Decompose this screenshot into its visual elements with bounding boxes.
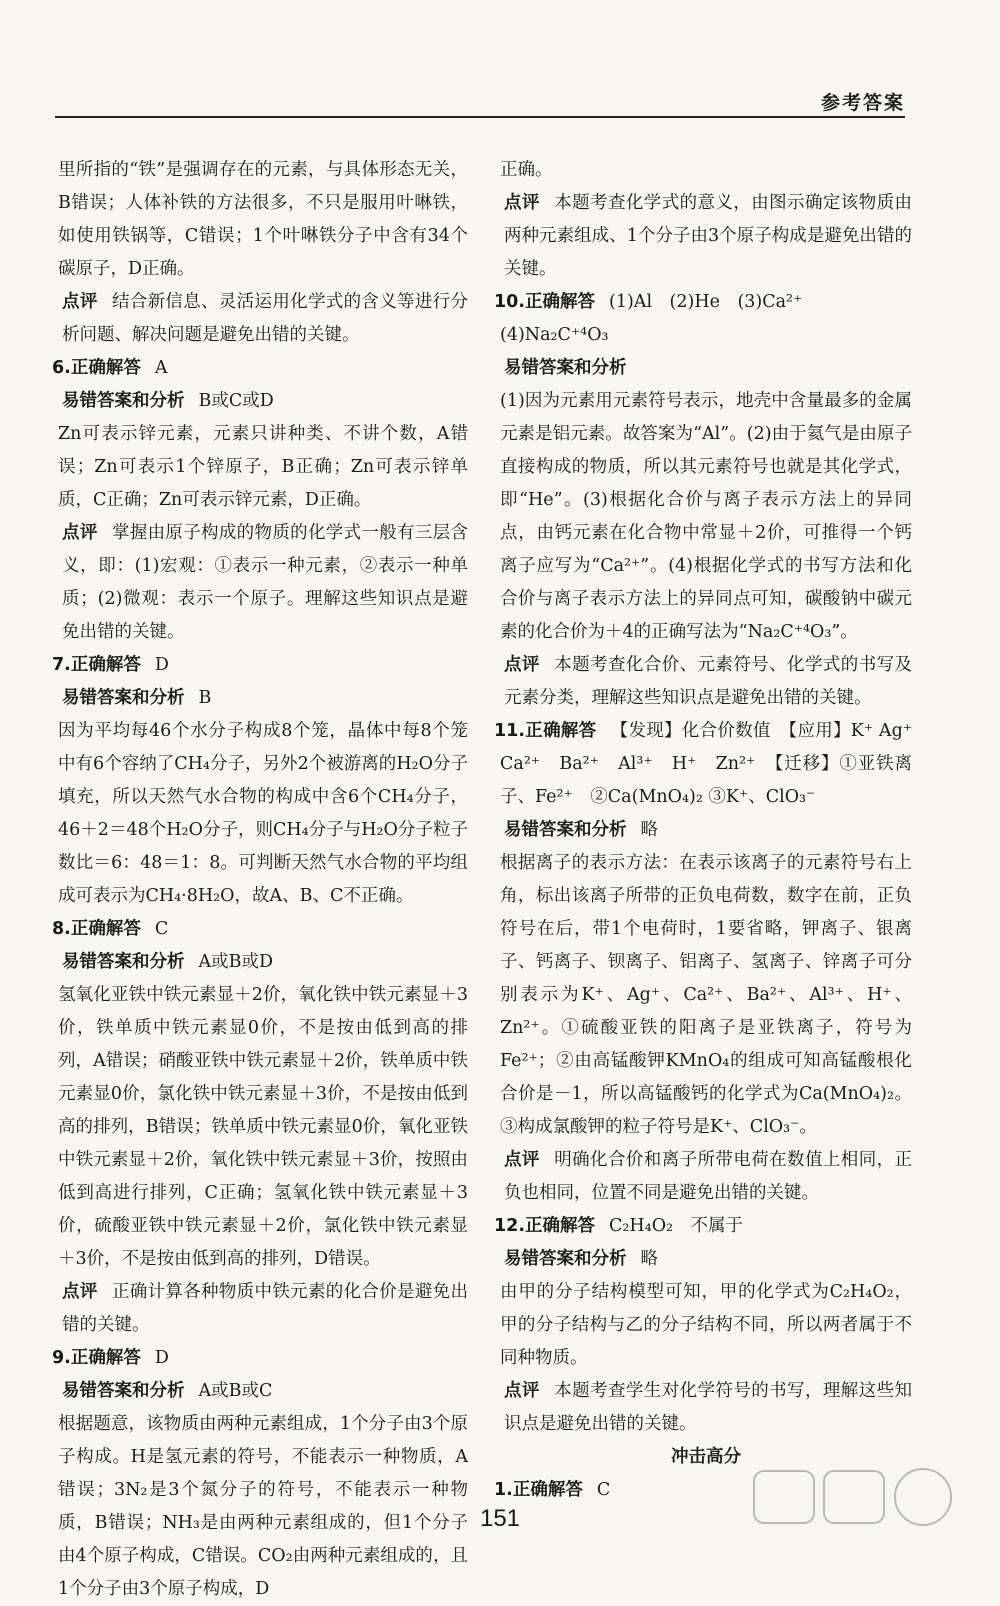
paragraph-label: 易错答案和分析 <box>504 1249 627 1269</box>
paragraph-text: 本题考查化学式的意义，由图示确定该物质由两种元素组成、1个分子由3个原子构成是避免出错的关键。 <box>504 193 913 279</box>
paragraph-label: 点评 <box>504 655 540 675</box>
question-answer <box>52 352 468 385</box>
labeled-paragraph <box>500 1144 912 1210</box>
paragraph-text: 结合新信息、灵活运用化学式的含义等进行分析问题、解决问题是避免出错的关键。 <box>62 292 469 345</box>
question-answer <box>494 1210 912 1243</box>
left-column <box>52 154 469 1606</box>
question-number: 10. <box>494 292 526 312</box>
correct-answer-label: 正确解答 <box>70 358 141 378</box>
paragraph-text: 略 <box>640 820 658 840</box>
paragraph-text: A或B或D <box>198 952 274 972</box>
correct-answer-label: 正确解答 <box>70 655 141 675</box>
answer-paragraph: (4)Na₂C⁺⁴O₃ <box>500 325 609 345</box>
labeled-paragraph <box>58 1375 468 1408</box>
labeled-paragraph <box>58 385 468 418</box>
question-number: 6. <box>52 358 71 378</box>
watermark-logo <box>748 1467 978 1547</box>
section-title: 冲击高分 <box>671 1447 741 1467</box>
correct-answer-label: 正确解答 <box>70 919 141 939</box>
labeled-paragraph <box>500 187 912 286</box>
paragraph-label: 点评 <box>504 1381 540 1401</box>
question-number: 1. <box>494 1480 513 1500</box>
paragraph-text: B <box>198 688 212 708</box>
paragraph-text: 明确化合价和离子所带电荷在数值上相同，正负也相同，位置不同是避免出错的关键。 <box>504 1150 913 1203</box>
paragraph-label: 点评 <box>504 1150 540 1170</box>
question-number: 9. <box>52 1348 71 1368</box>
correct-answer: C₂H₄O₂ 不属于 <box>609 1216 744 1236</box>
correct-answer: D <box>154 655 169 675</box>
answer-paragraph: Zn可表示锌元素，元素只讲种类、不讲个数，A错误；Zn可表示1个锌原子，B正确；Zn可表示锌单质，C正确；Zn可表示锌元素，D正确。 <box>58 424 468 510</box>
question-answer <box>494 286 912 319</box>
correct-answer-label: 正确解答 <box>525 721 597 741</box>
paragraph-label: 易错答案和分析 <box>504 358 627 378</box>
paragraph-label: 易错答案和分析 <box>62 1381 185 1401</box>
question-answer <box>52 649 468 682</box>
correct-answer: 【发现】化合价数值 【应用】K⁺ Ag⁺ Ca²⁺ Ba²⁺ Al³⁺ H⁺ Zn²⁺ 【迁移】①亚铁离子、Fe²⁺ ②Ca(MnO₄)₂ ③K⁺、ClO₃⁻ <box>500 721 930 807</box>
paragraph-label: 点评 <box>62 1282 98 1302</box>
label-line <box>500 352 912 385</box>
labeled-paragraph <box>58 517 468 649</box>
correct-answer: D <box>154 1348 169 1368</box>
correct-answer: C <box>154 919 169 939</box>
labeled-paragraph <box>58 946 468 979</box>
answer-paragraph: 氢氧化亚铁中铁元素显＋2价，氧化铁中铁元素显＋3价，铁单质中铁元素显0价，不是按由低到高的排列，A错误；硝酸亚铁中铁元素显＋2价，铁单质中铁元素显0价，氯化铁中铁元素显＋3价，不是按由低到高的排列，B错误；铁单质中铁元素显0价，氧化亚铁中铁元素显＋2价，氧化铁中铁元素显＋3价，按照由低到高进行排列，C正确；氢氧化铁中铁元素显＋3价，硫酸亚铁中铁元素显＋2价，氯化铁中铁元素显＋3价，不是按由低到高的排列，D错误。 <box>58 985 468 1269</box>
answer-paragraph: 由甲的分子结构模型可知，甲的化学式为C₂H₄O₂，甲的分子结构与乙的分子结构不同，所以两者属于不同种物质。 <box>500 1282 912 1368</box>
question-answer <box>52 1342 468 1375</box>
paragraph-text: 本题考查化合价、元素符号、化学式的书写及元素分类，理解这些知识点是避免出错的关键。 <box>504 655 913 708</box>
paragraph-label: 点评 <box>504 193 540 213</box>
paragraph-label: 易错答案和分析 <box>504 820 627 840</box>
paragraph-text: 本题考查学生对化学符号的书写，理解这些知识点是避免出错的关键。 <box>504 1381 913 1434</box>
question-answer <box>494 715 930 814</box>
header-title: 参考答案 <box>820 92 905 114</box>
question-number: 8. <box>52 919 71 939</box>
labeled-paragraph <box>500 814 912 847</box>
labeled-paragraph <box>58 1276 468 1342</box>
question-number: 11. <box>494 721 526 741</box>
paragraph-label: 易错答案和分析 <box>62 688 185 708</box>
page-header <box>55 88 905 118</box>
answer-paragraph: 根据离子的表示方法：在表示该离子的元素符号右上角，标出该离子所带的正负电荷数，数字在前，正负符号在后，带1个电荷时，1要省略，钾离子、银离子、钙离子、钡离子、铝离子、氢离子、锌离子可分别表示为K⁺、Ag⁺、Ca²⁺、Ba²⁺、Al³⁺、H⁺、Zn²⁺。①硫酸亚铁的阳离子是亚铁离子，符号为Fe²⁺；②由高锰酸钾KMnO₄的组成可知高锰酸根化合价是－1，所以高锰酸钙的化学式为Ca(MnO₄)₂。③构成氯酸钾的粒子符号是K⁺、ClO₃⁻。 <box>500 853 912 1137</box>
question-answer <box>52 913 468 946</box>
question-number: 7. <box>52 655 71 675</box>
labeled-paragraph <box>500 649 912 715</box>
paragraph-label: 点评 <box>62 523 98 543</box>
correct-answer-label: 正确解答 <box>70 1348 141 1368</box>
paragraph-label: 点评 <box>62 292 98 312</box>
answer-paragraph: 因为平均每46个水分子构成8个笼，晶体中每8个笼中有6个容纳了CH₄分子，另外2个被游离的H₂O分子填充，所以天然气水合物的构成中含6个CH₄分子，46＋2＝48个H₂O分子，则CH₄分子与H₂O分子粒子数比＝6：48＝1：8。可判断天然气水合物的平均组成可表示为CH₄·8H₂O，故A、B、C不正确。 <box>58 721 468 906</box>
page-number: 151 <box>479 1505 521 1532</box>
correct-answer: C <box>596 1480 611 1500</box>
correct-answer-label: 正确解答 <box>525 292 596 312</box>
labeled-paragraph <box>500 1243 912 1276</box>
labeled-paragraph <box>500 1375 912 1441</box>
labeled-paragraph <box>58 286 468 352</box>
question-number: 12. <box>494 1216 526 1236</box>
paragraph-text: 掌握由原子构成的物质的化学式一般有三层含义，即：(1)宏观：①表示一种元素，②表示一种单质；(2)微观：表示一个原子。理解这些知识点是避免出错的关键。 <box>62 523 469 642</box>
correct-answer: A <box>154 358 168 378</box>
correct-answer-label: 正确解答 <box>525 1216 596 1236</box>
correct-answer-label: 正确解答 <box>512 1480 583 1500</box>
labeled-paragraph <box>58 682 468 715</box>
paragraph-label: 易错答案和分析 <box>62 391 185 411</box>
answer-paragraph: 里所指的“铁”是强调存在的元素，与具体形态无关，B错误；人体补铁的方法很多，不只是服用叶啉铁，如使用铁锅等，C错误；1个叶啉铁分子中含有34个碳原子，D正确。 <box>58 160 468 279</box>
right-column <box>494 154 930 1507</box>
paragraph-text: B或C或D <box>198 391 274 411</box>
paragraph-text: 略 <box>640 1249 658 1269</box>
answer-paragraph: 正确。 <box>500 160 553 180</box>
paragraph-text: A或B或C <box>198 1381 273 1401</box>
answer-paragraph: 根据题意，该物质由两种元素组成，1个分子由3个原子构成。H是氢元素的符号，不能表示一种物质，A错误；3N₂是3个氮分子的符号，不能表示一种物质，B错误；NH₃是由两种元素组成的，但1个分子由4个原子构成，C错误。CO₂由两种元素组成的，且1个分子由3个原子构成，D <box>58 1414 468 1599</box>
paragraph-label: 易错答案和分析 <box>62 952 185 972</box>
answer-paragraph: (1)因为元素用元素符号表示，地壳中含量最多的金属元素是铝元素。故答案为“Al”。(2)由于氦气是由原子直接构成的物质，所以其元素符号也就是其化学式，即“He”。(3)根据化合价与离子表示方法上的异同点，由钙元素在化合物中常显＋2价，可推得一个钙离子应写为“Ca²⁺”。(4)根据化学式的书写方法和化合价与离子表示方法上的异同点可知，碳酸钠中碳元素的化合价为＋4的正确写法为“Na₂C⁺⁴O₃”。 <box>500 391 912 642</box>
paragraph-text: 正确计算各种物质中铁元素的化合价是避免出错的关键。 <box>62 1282 469 1335</box>
correct-answer: (1)Al (2)He (3)Ca²⁺ <box>609 292 803 312</box>
